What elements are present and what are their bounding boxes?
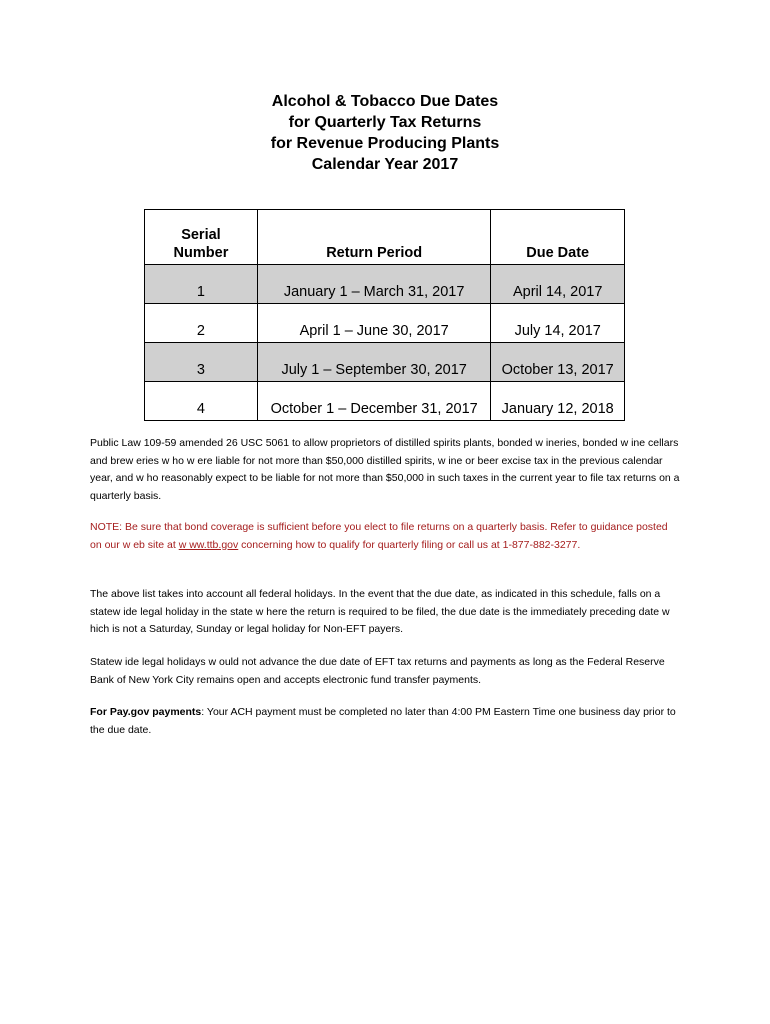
cell-due-date: July 14, 2017	[491, 304, 625, 343]
paygov-paragraph	[90, 704, 680, 739]
header-return-period-label: Return Period	[326, 245, 423, 261]
header-serial-number	[145, 210, 258, 265]
document-title	[0, 91, 770, 175]
note-text-after: concerning how to qualify for quarterly filing or call us at 1-877-882-3277.	[238, 538, 581, 551]
note-paragraph	[90, 519, 680, 554]
cell-serial: 4	[145, 382, 258, 421]
cell-return-period: April 1 – June 30, 2017	[257, 304, 491, 343]
title-line-1: Alcohol & Tobacco Due Dates	[271, 93, 499, 110]
cell-due-date: April 14, 2017	[491, 265, 625, 304]
cell-due-date: October 13, 2017	[491, 343, 625, 382]
statewide-holidays-paragraph: Statew ide legal holidays w ould not advance the due date of EFT tax returns and payments as long as the Federal Reserve Bank of New York City remains open and accepts electronic fund transfer payments.	[90, 656, 665, 686]
table-row	[145, 304, 625, 343]
table-row	[145, 265, 625, 304]
paygov-lead: For Pay.gov payments	[90, 706, 202, 718]
header-return-period	[257, 210, 491, 265]
paygov-text: : Your ACH payment must be completed no later than 4:00 PM Eastern Time one business day prior to the due date.	[90, 706, 676, 736]
cell-return-period: October 1 – December 31, 2017	[257, 382, 491, 421]
cell-serial: 1	[145, 265, 258, 304]
federal-holidays-paragraph: The above list takes into account all federal holidays. In the event that the due date, as indicated in this schedule, falls on a statew ide legal holiday in the state w here the return is required to be filed, the due date is the immediately preceding date w hich is not a Saturday, Sunday or legal holiday for Non-EFT payers.	[90, 588, 670, 635]
due-dates-table	[144, 209, 625, 421]
title-line-4: Calendar Year 2017	[311, 156, 459, 173]
public-law-paragraph: Public Law 109-59 amended 26 USC 5061 to allow proprietors of distilled spirits plants, bonded w ineries, bonded w ine cellars and brew eries w ho w ere liable for not more than $50,000 distilled spirits, w ine or beer excise tax in the previous calendar year, and w ho reasonably expect to be liable for not more than $50,000 in such taxes in the current year to file tax returns on a quarterly basis.	[90, 437, 680, 502]
ttb-website-link[interactable]: w ww.ttb.gov	[178, 538, 239, 551]
title-line-3: for Revenue Producing Plants	[270, 135, 500, 152]
cell-return-period: January 1 – March 31, 2017	[257, 265, 491, 304]
header-due-date	[491, 210, 625, 265]
cell-due-date: January 12, 2018	[491, 382, 625, 421]
header-serial-line-2: Number	[173, 245, 229, 261]
table-row	[145, 343, 625, 382]
header-serial-line-1: Serial	[181, 227, 221, 243]
table-row	[145, 382, 625, 421]
cell-serial: 2	[145, 304, 258, 343]
cell-return-period: July 1 – September 30, 2017	[257, 343, 491, 382]
note-text-before: NOTE: Be sure that bond coverage is sufficient before you elect to file returns on a quarterly basis. Refer to guidance posted on our w eb site at	[90, 521, 668, 551]
cell-serial: 3	[145, 343, 258, 382]
title-line-2: for Quarterly Tax Returns	[288, 114, 482, 131]
header-due-date-label: Due Date	[526, 245, 590, 261]
table-header-row	[145, 210, 625, 265]
